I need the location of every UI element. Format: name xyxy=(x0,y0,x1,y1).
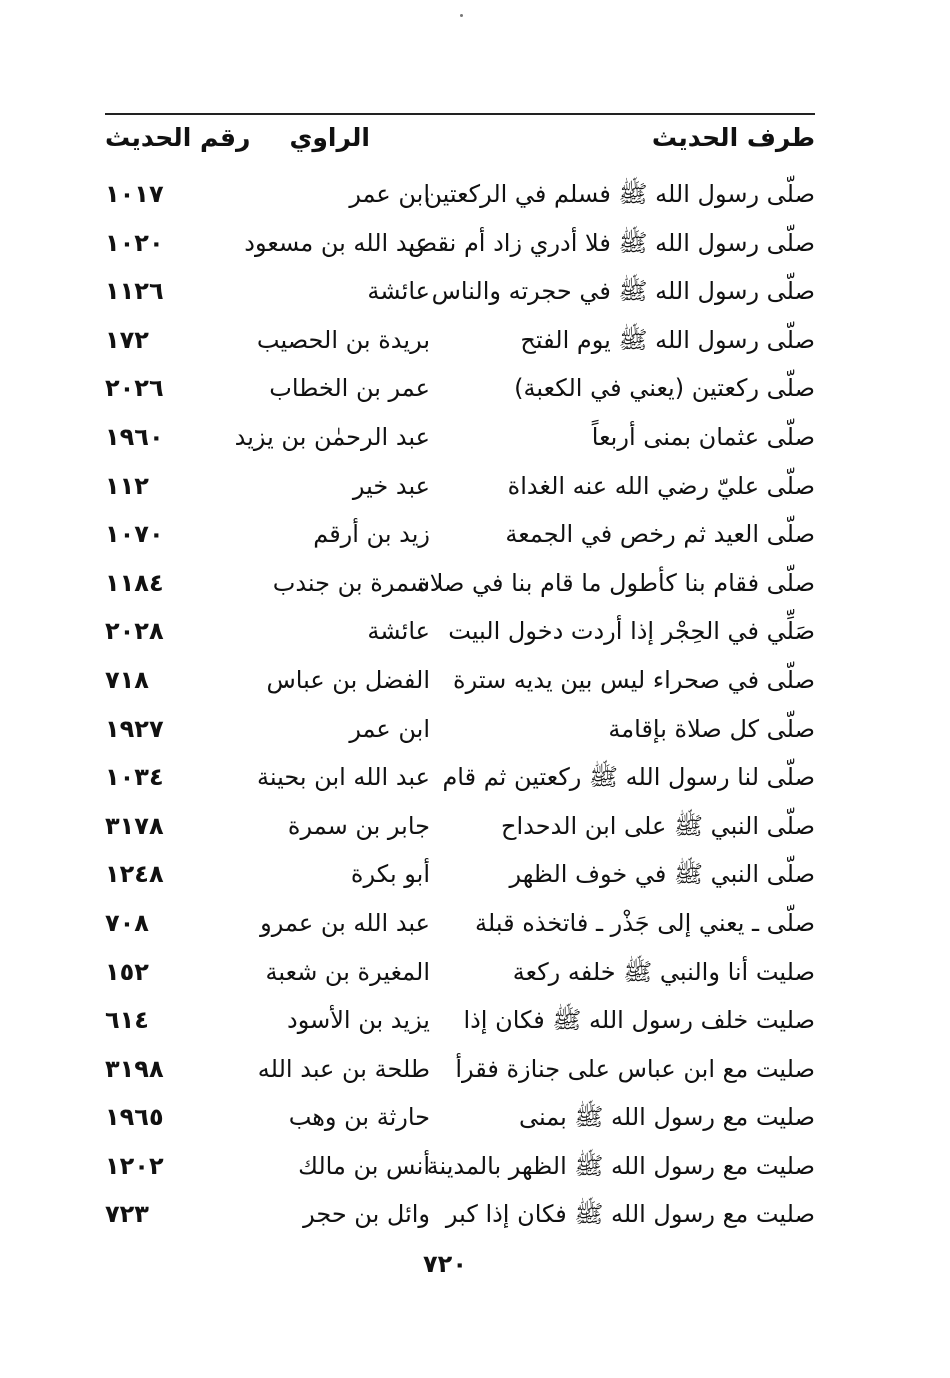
table-row xyxy=(105,1093,815,1142)
hadith-number: ١٠١٧ xyxy=(105,180,164,208)
hadith-number: ١٠٢٠ xyxy=(105,228,164,257)
table-row xyxy=(105,996,815,1045)
hadith-phrase: صلّى فقام بنا كأطول ما قام بنا في صلاة xyxy=(417,568,815,597)
narrator-name: عمر بن الخطاب xyxy=(269,374,430,403)
table-row xyxy=(105,1142,815,1191)
narrator-name: عبد الله بن عمرو xyxy=(260,908,430,937)
hadith-phrase: صلّى ـ يعني إلى جَذْر ـ فاتخذه قبلة xyxy=(475,908,815,937)
table-row xyxy=(105,559,815,608)
narrator-name: أبو بكرة xyxy=(350,860,430,889)
ink-speck xyxy=(460,14,463,17)
narrator-name: زيد بن أرقم xyxy=(313,520,430,549)
hadith-phrase: صلّى في صحراء ليس بين يديه سترة xyxy=(453,665,815,694)
table-row xyxy=(105,1045,815,1094)
hadith-number: ١٩٦٥ xyxy=(105,1103,164,1132)
table-row xyxy=(105,850,815,899)
narrator-name: عبد خير xyxy=(352,471,430,500)
hadith-number: ١٢٤٨ xyxy=(105,860,164,889)
page-number: ٧٢٠ xyxy=(423,1250,467,1278)
hadith-number: ٣١٧٨ xyxy=(105,811,164,840)
table-row xyxy=(105,316,815,365)
hadith-phrase: صلّى كل صلاة بإقامة xyxy=(608,714,815,743)
hadith-number: ١٢٠٢ xyxy=(105,1151,164,1180)
hadith-phrase: صَلِّي في الحِجْر إذا أردت دخول البيت xyxy=(448,617,815,646)
hadith-phrase: صليت مع ابن عباس على جنازة فقرأ xyxy=(455,1054,815,1083)
hadith-phrase: صلّى رسول الله ﷺ فلا أدري زاد أم نقص xyxy=(408,228,815,257)
hadith-phrase: صليت خلف رسول الله ﷺ فكان إذا xyxy=(463,1006,815,1035)
hadith-phrase: صليت مع رسول الله ﷺ بمنى xyxy=(518,1103,815,1132)
hadith-phrase: صلّى رسول الله ﷺ فسلم في الركعتين xyxy=(424,180,815,208)
table-row xyxy=(105,219,815,268)
hadith-phrase: صلّى العيد ثم رخص في الجمعة xyxy=(505,520,815,549)
table-row xyxy=(105,170,815,219)
table-row xyxy=(105,656,815,705)
narrator-name: أنس بن مالك xyxy=(298,1151,430,1180)
hadith-phrase: صلّى لنا رسول الله ﷺ ركعتين ثم قام xyxy=(442,763,815,792)
hadith-phrase: صلّى النبي ﷺ في خوف الظهر xyxy=(509,860,815,889)
hadith-number: ١٠٧٠ xyxy=(105,520,164,549)
narrator-name: عبد الله ابن بحينة xyxy=(257,763,430,792)
narrator-name: طلحة بن عبد الله xyxy=(257,1054,430,1083)
hadith-number: ٧٠٨ xyxy=(105,908,149,937)
narrator-name: الفضل بن عباس xyxy=(266,665,430,694)
header-phrase: طرف الحديث xyxy=(651,123,815,152)
table-row xyxy=(105,948,815,997)
hadith-number: ١٧٢ xyxy=(105,325,149,354)
narrator-name: عبد الله بن مسعود xyxy=(244,228,430,257)
table-row xyxy=(105,267,815,316)
header-narrator: الراوي xyxy=(289,123,370,152)
hadith-number: ١٠٣٤ xyxy=(105,763,164,792)
hadith-number: ١٩٢٧ xyxy=(105,714,164,743)
narrator-name: عائشة xyxy=(367,277,430,306)
hadith-phrase: صلّى النبي ﷺ على ابن الدحداح xyxy=(501,811,815,840)
hadith-phrase: صليت مع رسول الله ﷺ الظهر بالمدينة xyxy=(426,1151,815,1180)
narrator-name: عبد الرحمٰن بن يزيد xyxy=(234,422,430,451)
table-row xyxy=(105,802,815,851)
narrator-name: جابر بن سمرة xyxy=(287,811,430,840)
hadith-number: ٢٠٢٨ xyxy=(105,617,164,646)
hadith-phrase: صلّى عثمان بمنى أربعاً xyxy=(591,422,815,451)
narrator-name: ابن عمر xyxy=(349,714,430,743)
table-row xyxy=(105,413,815,462)
table-row xyxy=(105,364,815,413)
narrator-name: يزيد بن الأسود xyxy=(287,1006,430,1035)
narrator-name: عائشة xyxy=(367,617,430,646)
hadith-number: ١٩٦٠ xyxy=(105,422,164,451)
narrator-name: بريدة بن الحصيب xyxy=(256,325,430,354)
hadith-number: ١١٨٤ xyxy=(105,568,164,597)
table-row xyxy=(105,462,815,511)
hadith-number: ٦١٤ xyxy=(105,1006,149,1035)
narrator-name: وائل بن حجر xyxy=(303,1200,430,1229)
hadith-phrase: صلّى رسول الله ﷺ يوم الفتح xyxy=(520,325,815,354)
hadith-phrase: صليت مع رسول الله ﷺ فكان إذا كبر xyxy=(445,1200,815,1229)
table-row xyxy=(105,607,815,656)
narrator-name: المغيرة بن شعبة xyxy=(265,957,430,986)
table-row xyxy=(105,899,815,948)
header-number: رقم الحديث xyxy=(105,123,251,152)
table-row xyxy=(105,1190,815,1239)
narrator-name: ابن عمر xyxy=(349,180,430,208)
hadith-number: ٧٢٣ xyxy=(105,1200,149,1229)
table-row xyxy=(105,705,815,754)
hadith-number: ٣١٩٨ xyxy=(105,1054,164,1083)
hadith-number: ٧١٨ xyxy=(105,665,149,694)
narrator-name: سمرة بن جندب xyxy=(272,568,430,597)
hadith-phrase: صلّى عليّ رضي الله عنه الغداة xyxy=(507,471,815,500)
hadith-number: ٢٠٢٦ xyxy=(105,374,164,403)
hadith-number: ١١٢٦ xyxy=(105,277,164,306)
hadith-phrase: صلّى ركعتين (يعني في الكعبة) xyxy=(514,374,815,403)
hadith-index-table xyxy=(105,170,815,1239)
table-row xyxy=(105,753,815,802)
narrator-name: حارثة بن وهب xyxy=(288,1103,430,1132)
hadith-phrase: صلّى رسول الله ﷺ في حجرته والناس xyxy=(431,277,815,306)
header-rule xyxy=(105,113,815,115)
hadith-number: ١١٢ xyxy=(105,471,149,500)
hadith-number: ١٥٢ xyxy=(105,957,149,986)
table-header xyxy=(105,118,815,160)
table-row xyxy=(105,510,815,559)
hadith-phrase: صليت أنا والنبي ﷺ خلفه ركعة xyxy=(512,957,815,986)
